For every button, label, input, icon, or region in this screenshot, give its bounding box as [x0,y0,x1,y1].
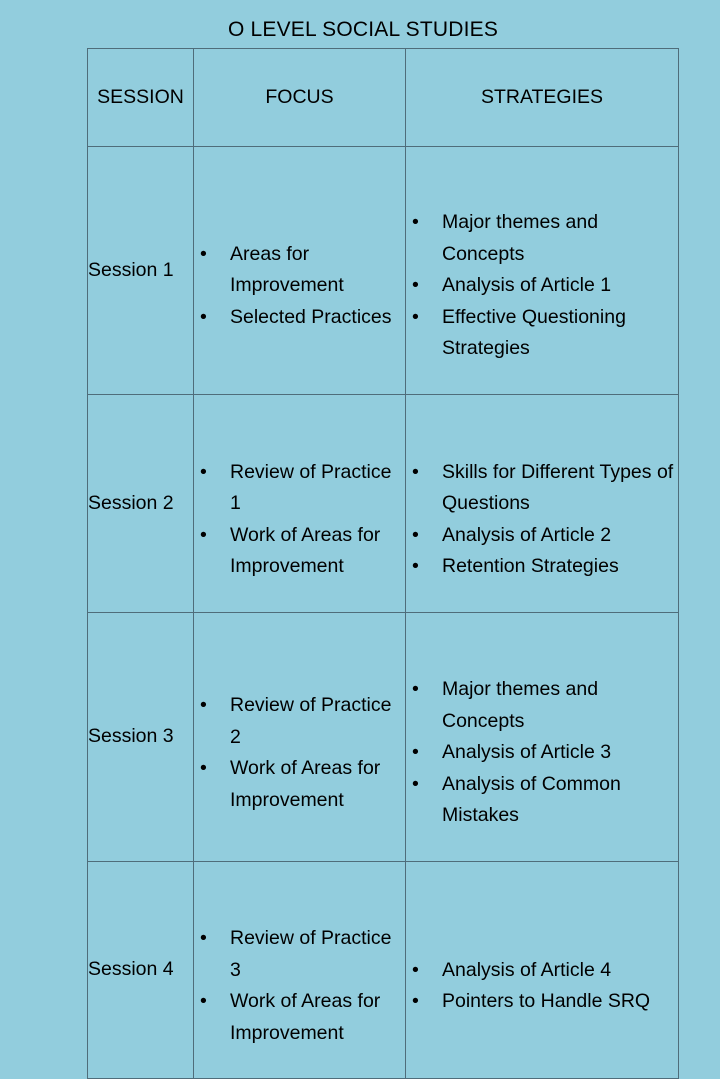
list-item: • Work of Areas for Improvement [194,520,405,583]
strategies-cell [406,613,679,862]
bullet-icon: • [412,741,419,764]
bullet-icon: • [412,460,419,483]
list-item: • Analysis of Article 4 [406,955,678,987]
list-item: • Retention Strategies [406,551,678,583]
table-row [88,862,679,1079]
table-row [88,395,679,613]
list-item: • Skills for Different Types of Questions [406,457,678,520]
list-item: • Analysis of Article 2 [406,520,678,552]
bullet-icon: • [200,757,207,779]
bullet-icon: • [200,242,207,265]
list-item: • Pointers to Handle SRQ [406,986,678,1018]
header-focus: FOCUS [194,49,406,147]
list-item: • Review of Practice 3 [194,923,405,986]
session-name: Session 1 [88,147,194,395]
list-item: • Effective Questioning Strategies [406,302,678,365]
bullet-icon: • [200,694,207,716]
list-item: • Work of Areas for Improvement [194,986,405,1049]
bullet-icon: • [412,274,419,297]
bullet-icon: • [200,927,207,949]
list-item: • Areas for Improvement [194,239,405,302]
bullet-icon: • [412,555,419,577]
table-header-row [88,49,679,147]
bullet-icon: • [412,211,419,234]
strategies-cell [406,862,679,1079]
bullet-icon: • [412,305,419,328]
list-item: • Selected Practices [194,302,405,334]
strategies-cell [406,147,679,395]
session-name: Session 2 [88,395,194,613]
bullet-icon: • [412,772,419,795]
bullet-icon: • [200,305,207,328]
bullet-icon: • [200,460,207,483]
bullet-icon: • [412,990,419,1012]
table-row [88,147,679,395]
table-row [88,613,679,862]
focus-cell [194,395,406,613]
bullet-icon: • [412,523,419,546]
bullet-icon: • [200,990,207,1012]
list-item: • Major themes and Concepts [406,207,678,270]
session-name: Session 3 [88,613,194,862]
list-item: • Major themes and Concepts [406,674,678,737]
bullet-icon: • [412,678,419,701]
list-item: • Analysis of Article 1 [406,270,678,302]
page-title: O LEVEL SOCIAL STUDIES [227,18,499,41]
focus-cell [194,147,406,395]
list-item: • Analysis of Article 3 [406,737,678,769]
sessions-table [87,48,679,1079]
strategies-cell [406,395,679,613]
focus-cell [194,613,406,862]
header-strategies: STRATEGIES [406,49,679,147]
list-item: • Review of Practice 2 [194,690,405,753]
bullet-icon: • [200,523,207,546]
header-session: SESSION [88,49,194,147]
list-item: • Work of Areas for Improvement [194,753,405,816]
session-name: Session 4 [88,862,194,1079]
list-item: • Review of Practice 1 [194,457,405,520]
list-item: • Analysis of Common Mistakes [406,769,678,832]
bullet-icon: • [412,958,419,981]
focus-cell [194,862,406,1079]
